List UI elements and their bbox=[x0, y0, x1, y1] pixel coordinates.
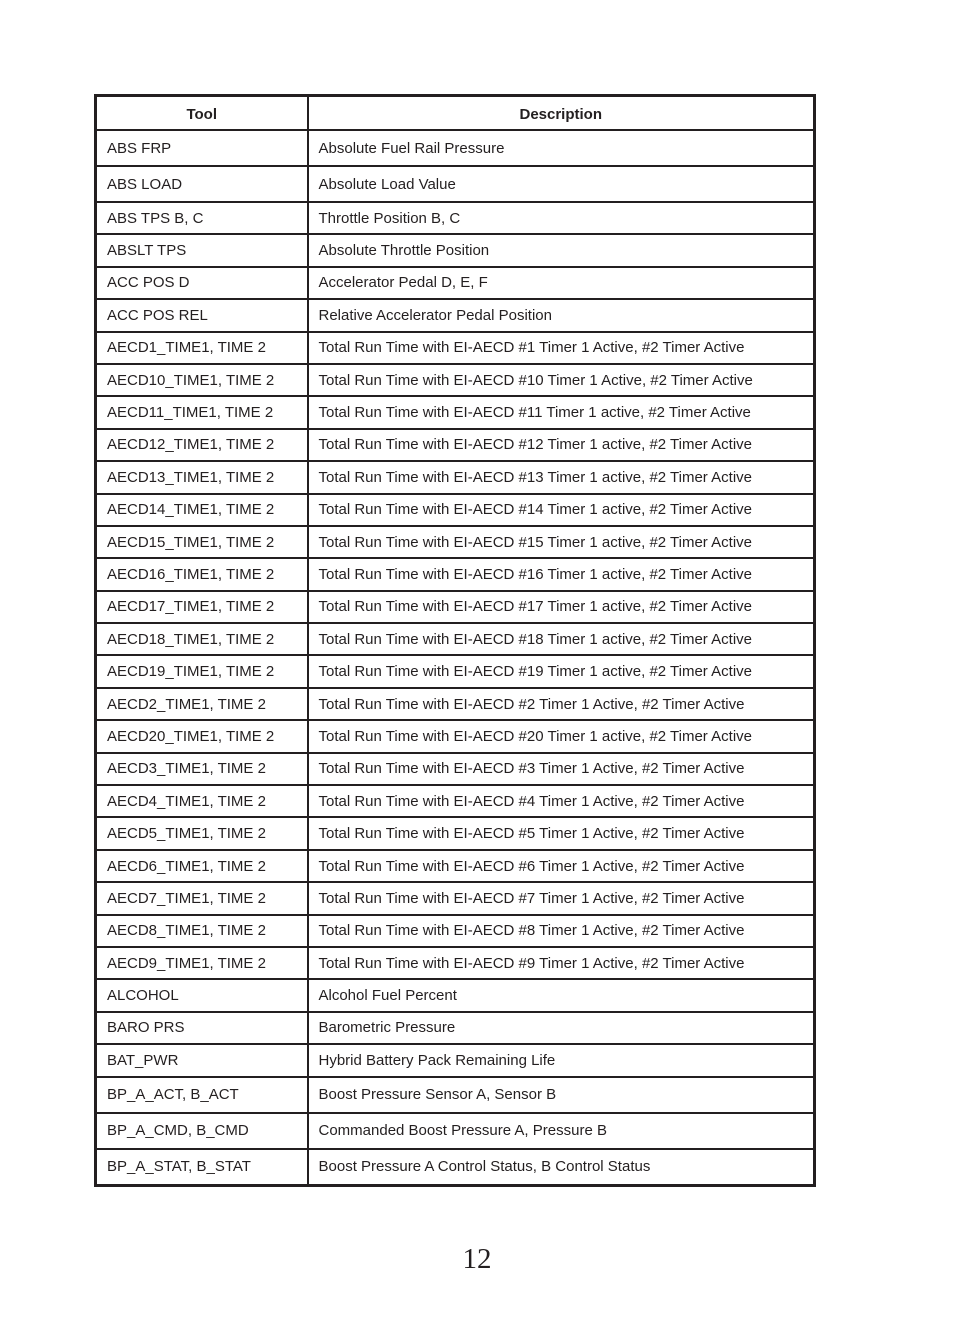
table-row bbox=[96, 591, 815, 623]
table-row bbox=[96, 396, 815, 428]
tool-cell: BAT_PWR bbox=[96, 1044, 308, 1076]
tool-cell: AECD5_TIME1, TIME 2 bbox=[96, 817, 308, 849]
description-cell: Absolute Load Value bbox=[308, 166, 815, 202]
description-cell: Total Run Time with EI-AECD #6 Timer 1 Active, #2 Timer Active bbox=[308, 850, 815, 882]
description-cell: Absolute Fuel Rail Pressure bbox=[308, 130, 815, 166]
table-row bbox=[96, 461, 815, 493]
table-row bbox=[96, 979, 815, 1011]
tool-cell: ABS LOAD bbox=[96, 166, 308, 202]
table-row bbox=[96, 1149, 815, 1186]
table-row bbox=[96, 332, 815, 364]
description-cell: Absolute Throttle Position bbox=[308, 234, 815, 266]
description-cell: Total Run Time with EI-AECD #3 Timer 1 Active, #2 Timer Active bbox=[308, 753, 815, 785]
description-cell: Total Run Time with EI-AECD #5 Timer 1 Active, #2 Timer Active bbox=[308, 817, 815, 849]
description-cell: Total Run Time with EI-AECD #11 Timer 1 active, #2 Timer Active bbox=[308, 396, 815, 428]
page-number: 12 bbox=[462, 1243, 492, 1275]
tool-cell: AECD3_TIME1, TIME 2 bbox=[96, 753, 308, 785]
tool-cell: AECD13_TIME1, TIME 2 bbox=[96, 461, 308, 493]
table-row bbox=[96, 1113, 815, 1149]
table-row bbox=[96, 947, 815, 979]
tool-cell: AECD8_TIME1, TIME 2 bbox=[96, 915, 308, 947]
table-row bbox=[96, 915, 815, 947]
tool-cell: BP_A_ACT, B_ACT bbox=[96, 1077, 308, 1113]
table-row bbox=[96, 1012, 815, 1044]
table-row bbox=[96, 558, 815, 590]
tool-cell: AECD15_TIME1, TIME 2 bbox=[96, 526, 308, 558]
tool-cell: ABSLT TPS bbox=[96, 234, 308, 266]
description-cell: Total Run Time with EI-AECD #9 Timer 1 Active, #2 Timer Active bbox=[308, 947, 815, 979]
description-cell: Total Run Time with EI-AECD #20 Timer 1 active, #2 Timer Active bbox=[308, 720, 815, 752]
table-row bbox=[96, 234, 815, 266]
description-cell: Total Run Time with EI-AECD #19 Timer 1 active, #2 Timer Active bbox=[308, 655, 815, 687]
table-row bbox=[96, 882, 815, 914]
tool-cell: BP_A_CMD, B_CMD bbox=[96, 1113, 308, 1149]
table-row bbox=[96, 299, 815, 331]
column-header-description: Description bbox=[308, 96, 815, 131]
column-header-tool: Tool bbox=[96, 96, 308, 131]
description-cell: Total Run Time with EI-AECD #13 Timer 1 active, #2 Timer Active bbox=[308, 461, 815, 493]
description-cell: Total Run Time with EI-AECD #2 Timer 1 Active, #2 Timer Active bbox=[308, 688, 815, 720]
tool-cell: AECD11_TIME1, TIME 2 bbox=[96, 396, 308, 428]
description-cell: Barometric Pressure bbox=[308, 1012, 815, 1044]
description-cell: Total Run Time with EI-AECD #14 Timer 1 active, #2 Timer Active bbox=[308, 494, 815, 526]
tool-cell: BARO PRS bbox=[96, 1012, 308, 1044]
tool-cell: BP_A_STAT, B_STAT bbox=[96, 1149, 308, 1186]
description-cell: Total Run Time with EI-AECD #18 Timer 1 active, #2 Timer Active bbox=[308, 623, 815, 655]
tool-cell: ACC POS REL bbox=[96, 299, 308, 331]
table-row bbox=[96, 1077, 815, 1113]
tool-cell: AECD9_TIME1, TIME 2 bbox=[96, 947, 308, 979]
table-row bbox=[96, 720, 815, 752]
description-cell: Accelerator Pedal D, E, F bbox=[308, 267, 815, 299]
table-row bbox=[96, 494, 815, 526]
description-cell: Total Run Time with EI-AECD #8 Timer 1 Active, #2 Timer Active bbox=[308, 915, 815, 947]
tool-cell: AECD10_TIME1, TIME 2 bbox=[96, 364, 308, 396]
description-cell: Boost Pressure Sensor A, Sensor B bbox=[308, 1077, 815, 1113]
description-cell: Relative Accelerator Pedal Position bbox=[308, 299, 815, 331]
description-cell: Total Run Time with EI-AECD #10 Timer 1 Active, #2 Timer Active bbox=[308, 364, 815, 396]
description-cell: Total Run Time with EI-AECD #7 Timer 1 Active, #2 Timer Active bbox=[308, 882, 815, 914]
tool-cell: ABS FRP bbox=[96, 130, 308, 166]
table-row bbox=[96, 688, 815, 720]
tool-cell: ALCOHOL bbox=[96, 979, 308, 1011]
table-row bbox=[96, 429, 815, 461]
table-header-row bbox=[96, 96, 815, 131]
table-row bbox=[96, 817, 815, 849]
tool-cell: AECD7_TIME1, TIME 2 bbox=[96, 882, 308, 914]
tool-cell: AECD20_TIME1, TIME 2 bbox=[96, 720, 308, 752]
tool-cell: AECD12_TIME1, TIME 2 bbox=[96, 429, 308, 461]
description-cell: Hybrid Battery Pack Remaining Life bbox=[308, 1044, 815, 1076]
table-row bbox=[96, 655, 815, 687]
table-row bbox=[96, 785, 815, 817]
table-row bbox=[96, 526, 815, 558]
description-cell: Total Run Time with EI-AECD #4 Timer 1 Active, #2 Timer Active bbox=[308, 785, 815, 817]
tool-cell: AECD14_TIME1, TIME 2 bbox=[96, 494, 308, 526]
table-row bbox=[96, 130, 815, 166]
table-row bbox=[96, 623, 815, 655]
description-cell: Total Run Time with EI-AECD #12 Timer 1 active, #2 Timer Active bbox=[308, 429, 815, 461]
tool-cell: AECD2_TIME1, TIME 2 bbox=[96, 688, 308, 720]
tool-cell: AECD16_TIME1, TIME 2 bbox=[96, 558, 308, 590]
table-row bbox=[96, 753, 815, 785]
table-row bbox=[96, 267, 815, 299]
table-row bbox=[96, 202, 815, 234]
description-cell: Commanded Boost Pressure A, Pressure B bbox=[308, 1113, 815, 1149]
tool-cell: AECD19_TIME1, TIME 2 bbox=[96, 655, 308, 687]
tool-description-table bbox=[94, 94, 816, 1187]
tool-cell: ACC POS D bbox=[96, 267, 308, 299]
description-cell: Total Run Time with EI-AECD #17 Timer 1 active, #2 Timer Active bbox=[308, 591, 815, 623]
table-row bbox=[96, 166, 815, 202]
description-cell: Throttle Position B, C bbox=[308, 202, 815, 234]
table-row bbox=[96, 364, 815, 396]
table-body bbox=[96, 130, 815, 1185]
table-row bbox=[96, 850, 815, 882]
description-cell: Alcohol Fuel Percent bbox=[308, 979, 815, 1011]
tool-cell: AECD6_TIME1, TIME 2 bbox=[96, 850, 308, 882]
tool-cell: ABS TPS B, C bbox=[96, 202, 308, 234]
tool-cell: AECD18_TIME1, TIME 2 bbox=[96, 623, 308, 655]
tool-cell: AECD17_TIME1, TIME 2 bbox=[96, 591, 308, 623]
tool-cell: AECD4_TIME1, TIME 2 bbox=[96, 785, 308, 817]
tool-cell: AECD1_TIME1, TIME 2 bbox=[96, 332, 308, 364]
description-cell: Boost Pressure A Control Status, B Control Status bbox=[308, 1149, 815, 1186]
table-row bbox=[96, 1044, 815, 1076]
description-cell: Total Run Time with EI-AECD #15 Timer 1 active, #2 Timer Active bbox=[308, 526, 815, 558]
description-cell: Total Run Time with EI-AECD #16 Timer 1 active, #2 Timer Active bbox=[308, 558, 815, 590]
description-cell: Total Run Time with EI-AECD #1 Timer 1 Active, #2 Timer Active bbox=[308, 332, 815, 364]
